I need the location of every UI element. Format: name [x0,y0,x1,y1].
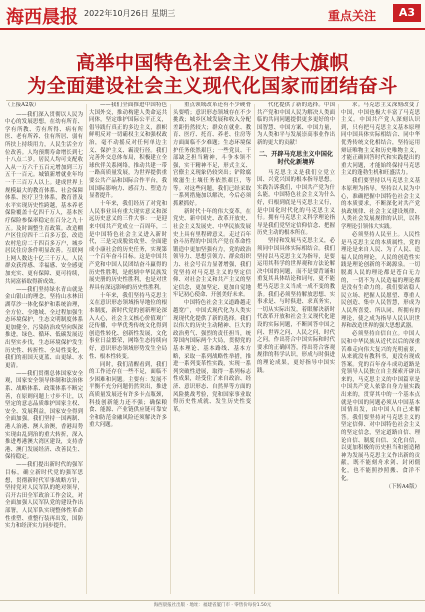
headline-line-2: 为全面建设社会主义现代化国家而团结奋斗 [27,75,398,97]
column-divider [254,104,255,594]
paragraph: ——我们全面推进中国特色大国外交，推动构建人类命运共同体，坚定维护国际公平正义，倡导践行真正的多边主义，旗帜鲜明反对一切霸权主义和强权政治，毫不动摇反对任何单边主义、保护主义、霸凌行径。我们完善外交总体布局，积极建立全球伙伴关系网络，推动共建一带一路高质量发展，为世界提供重要公共产品和国际合作平台，我国国际影响力、感召力、塑造力显著提升。 [89,102,167,200]
article-column-5 [341,102,420,598]
paragraph: 中国特色社会主义道路越走越宽广，中国式现代化为人类实现现代化提供了新的选择。我们以伟大的历史主动精神、巨大的政治勇气、强烈的责任担当，统筹国内国际两个大局，贯彻党的基本理论、基本路线、基本方略，采取一系列战略性举措，推进一系列变革性实践，实现一系列突破性进展，取得一系列标志性成果，经受住了来自政治、经济、意识形态、自然界等方面的风险挑战考验，党和国家事业取得历史性成就、发生历史性变革。 [173,300,251,413]
paragraph: 十年来，我们坚持马克思主义在意识形态领域指导地位的根本制度，新时代党的创新理论深入人心，社会主义核心价值观广泛传播，中华优秀传统文化得到创造性转化、创新性发展，文化事业日益繁荣，网络生态持续向好，意识形态领域形势发生全局性、根本性转变。 [89,292,167,360]
paragraph: ——我们坚持绿水青山就是金山银山的理念，坚持山水林田湖草沙一体化保护和系统治理，全方位、全地域、全过程加强生态环境保护，生态文明制度体系更加健全，污染防治攻坚向纵深推进，绿色、循环、低碳发展迈出坚实步伐，生态环境保护发生历史性、转折性、全局性变化，我们的祖国天更蓝、山更绿、水更清。 [5,286,83,369]
paragraph: 同时，我们清醒看到，我们的工作还存在一些不足，面临不少困难和问题。主要有：发展不平衡不充分问题仍然突出，推进高质量发展还有许多卡点瓶颈，科技创新能力还不强；确保粮食、能源、产业链供应链可靠安全和防范金融风险还须解决许多重大问题。 [89,361,167,429]
paragraph: ——我们贯彻总体国家安全观，国家安全领导体制和法治体系、战略体系、政策体系不断完善，在原则问题上寸步不让，以坚定的意志品质维护国家主权、安全、发展利益，国家安全得到全面加强。我们坚持一国两制、港人治港、澳人治澳，香港局势实现由乱到治的重大转折，深入推进粤港澳大湾区建设，支持香港、澳门发展经济、改善民生、保持稳定。 [5,370,83,461]
masthead [0,0,425,30]
paragraph: 我们要坚持以马克思主义基本原理为指导，坚持以人民为中心，准确把握中国特色社会主义的本质要求，不断深化对共产党执政规律、社会主义建设规律、人类社会发展规律的认识，以科学理论引领伟大实践。 [341,178,420,230]
paragraph: ——我们提出新时代的强军目标，确立新时代党的强军思想，贯彻新时代军事战略方针，坚持党对人民军队的绝对领导，召开古田全军政治工作会议，对全面加强人民军队党的建设作出部署，人民军队实现整体性革命性重塑、重整行装再出发，国防实力和经济实力同步提升。 [5,462,83,530]
continuation-note: （上接A2版） [5,102,40,108]
headline-divider [6,100,419,101]
paragraph: 新时代十年的伟大变革，在党史、新中国史、改革开放史、社会主义发展史、中华民族发展史上具有里程碑意义。走过百年奋斗历程的中国共产党在革命性锻造中更加坚强有力，党的政治领导力、思想引领力、群众组织力、社会号召力显著增强，我们党坚持对马克思主义的坚定信仰、对社会主义和共产主义的坚定信念，更加坚定、更加自觉地牢记初心使命、开创美好未来。 [173,208,251,299]
article-column-4 [257,102,335,598]
article-column-1 [5,102,83,598]
article-column-3 [173,102,251,598]
paragraph: 坚持和发展马克思主义，必须同中国具体实际相结合。我们坚持以马克思主义为指导，是要运用其科学的世界观和方法论解决中国的问题，而不是要背诵和重复其具体结论和词句，更不能把马克思主义当成一成不变的教条。我们必须坚持解放思想、实事求是、与时俱进、求真务实，一切从实际出发，着眼解决新时代改革开放和社会主义现代化建设的实际问题，不断回答中国之问、世界之问、人民之问、时代之问，作出符合中国实际和时代要求的正确回答，得出符合客观规律的科学认识，形成与时俱进的理论成果，更好指导中国实践。 [257,238,335,374]
paragraph: 代化提供了新的选择。中国共产党和中国人民为解决人类面临的共同问题提供更多更好的中国智慧、中国方案、中国力量，为人类和平与发展崇高事业作出新的更大的贡献！ [257,102,335,146]
paragraph: ——我们深入贯彻以人民为中心的发展思想，在幼有所育、学有所教、劳有所得、病有所医、老有所养、住有所居、弱有所扶上持续用力，人民生活全方位改善。人均预期寿命增长到七十八点二岁。居民人均可支配收入从一万六千五百元增加到三万五千一百元。城镇新增就业年均一千三百万人以上。建成世界上规模最大的教育体系、社会保障体系、医疗卫生体系，教育普及水平实现历史性跨越，基本养老保险覆盖十亿四千万人，基本医疗保险参保率稳定在百分之九十五。及时调整生育政策。改造棚户区住房四千二百多万套，改造农村危房二千四百多万户，城乡居民住房条件明显改善。互联网上网人数达十亿三千万人。人民群众获得感、幸福感、安全感更加充实、更有保障、更可持续，共同富裕取得新成效。 [5,111,83,285]
dateline: 2022年10月26日 星期三 [84,9,176,18]
headline-line-1: 高举中国特色社会主义伟大旗帜 [75,52,349,74]
continued-note: （下转A4版） [385,483,420,490]
column-divider [86,104,87,594]
column-divider [170,104,171,594]
paragraph: 必须坚持自信自立。中国人民和中华民族从近代以后的深重苦难走向伟大复兴的光明前景，从来就没有教科书，更没有现成答案。党的百年奋斗成功道路是党领导人民独立自主探索开辟出来的，马克思主义的中国篇章是中国共产党人依靠自身力量实践出来的，贯穿其中的一个基本点就是中国的问题必须从中国基本国情出发，由中国人自己来解答。我们要坚持对马克思主义的坚定信仰、对中国特色社会主义的坚定信念，坚定道路自信、理论自信、制度自信、文化自信，以更加积极的历史担当和创造精神为发展马克思主义作出新的贡献，既不能刻舟求剑、封闭僵化，也不能照抄照搬、食洋不化。 [341,331,420,482]
section-label: 重点关注 [328,9,377,23]
paragraph: 重点领域改革还有不少硬骨头要啃；意识形态领域存在不少挑战；城乡区域发展和收入分配差距仍然较大；群众在就业、教育、医疗、托育、养老、住房等方面面临不少难题；生态环境保护任务依然艰巨；一些党员、干部缺乏担当精神，斗争本领不强，实干精神不足，形式主义、官僚主义现象仍较突出；铲除腐败滋生土壤任务依然艰巨，等等。对这些问题，我们已经采取一系列措施加以解决，今后必须抓紧抓好。 [173,102,251,207]
page-footer: 海西晨报社出版 · 地址：福建省厦门市 · 零售价每份1.50元 [0,600,425,612]
newspaper-logo: 海西晨报 [6,7,78,28]
section-subhead: 二、开辟马克思主义中国化时代化新境界 [258,150,334,166]
paragraph: 必须坚持人民至上。人民性是马克思主义的本质属性，党的理论是来自人民、为了人民、造福人民的理论，人民的创造性实践是理论创新的不竭源泉。一切脱离人民的理论都是苍白无力的，一切不为人民造福的理论都是没有生命力的。我们要站稳人民立场、把握人民愿望、尊重人民创造、集中人民智慧，形成为人民所喜爱、所认同、所拥有的理论，使之成为指导人民认识世界和改造世界的强大思想武器。 [341,232,420,330]
column-divider [338,104,339,594]
paragraph: 十年来，我们经历了对党和人民事业具有重大现实意义和深远历史意义的三件大事：一是迎来中国共产党成立一百周年，二是中国特色社会主义进入新时代，三是完成脱贫攻坚、全面建成小康社会的历史任务，实现第一个百年奋斗目标。这是中国共产党和中国人民团结奋斗赢得的历史性胜利，是彪炳中华民族发展史册的历史性胜利，也是对世界具有深远影响的历史性胜利。 [89,201,167,291]
article-column-2 [89,102,167,598]
paragraph: 求。马克思主义深刻改变了中国，中国也极大丰富了马克思主义。中国共产党人深刻认识到，只有把马克思主义基本原理同中国具体实际相结合、同中华优秀传统文化相结合，坚持运用辩证唯物主义和历史唯物主义，才能正确回答时代和实践提出的重大问题，才能始终保持马克思主义的蓬勃生机和旺盛活力。 [341,102,420,177]
paragraph: 马克思主义是我们立党立国、兴党兴国的根本指导思想。实践告诉我们，中国共产党为什么能，中国特色社会主义为什么好，归根到底是马克思主义行，是中国化时代化的马克思主义行。拥有马克思主义科学理论指导是我们党坚定信仰信念、把握历史主动的根本所在。 [257,169,335,237]
page-number-badge: A3 [393,4,421,22]
